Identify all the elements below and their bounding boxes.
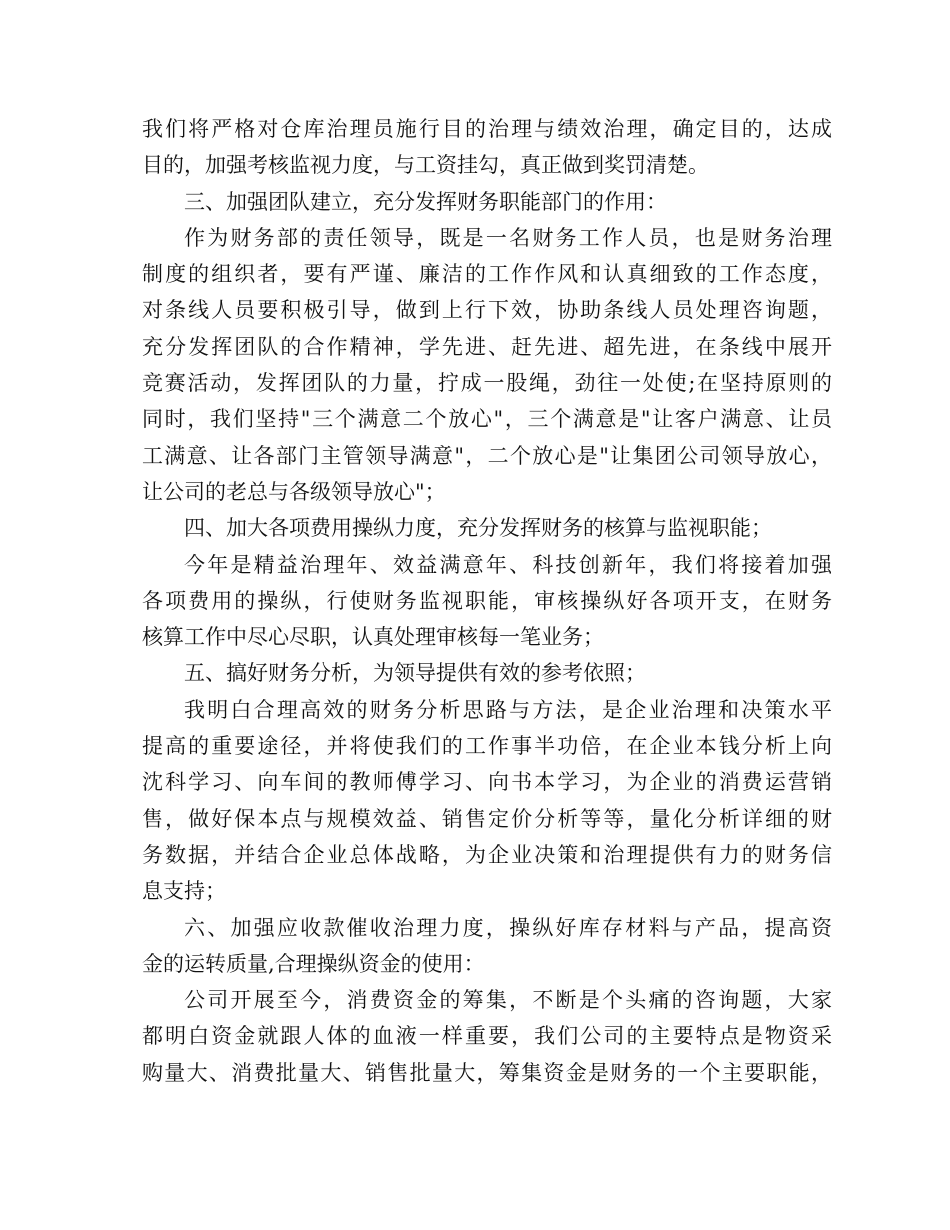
text-line: 售，做好保本点与规模效益、销售定价分析等等，量化分析详细的财	[142, 806, 832, 831]
text-line: 金的运转质量,合理操纵资金的使用：	[142, 951, 485, 976]
text-line: 各项费用的操纵，行使财务监视职能，审核操纵好各项开支，在财务	[142, 588, 832, 613]
text-line: 购量大、消费批量大、销售批量大，筹集资金是财务的一个主要职能，	[142, 1060, 832, 1085]
text-line: 核算工作中尽心尽职，认真处理审核每一笔业务；	[142, 625, 604, 650]
text-line: 提高的重要途径，并将使我们的工作事半功倍，在企业本钱分析上向	[142, 734, 832, 759]
text-line: 我们将严格对仓库治理员施行目的治理与绩效治理，确定目的，达成	[142, 117, 832, 141]
text-line: 工满意、让各部门主管领导满意"，二个放心是"让集团公司领导放心，	[142, 443, 832, 468]
text-line: 同时，我们坚持"三个满意二个放心"，三个满意是"让客户满意、让员	[142, 407, 832, 432]
text-line: 竞赛活动，发挥团队的力量，拧成一股绳，劲往一处使;在坚持原则的	[142, 371, 832, 396]
text-line: 五、搞好财务分析，为领导提供有效的参考依照；	[184, 661, 646, 686]
text-line: 我明白合理高效的财务分析思路与方法，是企业治理和决策水平	[184, 697, 832, 722]
text-line: 今年是精益治理年、效益满意年、科技创新年，我们将接着加强	[184, 552, 832, 577]
text-line: 六、加强应收款催收治理力度，操纵好库存材料与产品，提高资	[184, 915, 832, 940]
text-line: 对条线人员要积极引导，做到上行下效，协助条线人员处理咨询题，	[142, 298, 832, 323]
text-line: 四、加大各项费用操纵力度，充分发挥财务的核算与监视职能；	[184, 516, 772, 541]
text-line: 务数据，并结合企业总体战略，为企业决策和治理提供有力的财务信	[142, 842, 832, 867]
text-line: 沈科学习、向车间的教师傅学习、向书本学习，为企业的消费运营销	[142, 770, 832, 795]
text-line: 制度的组织者，要有严谨、廉洁的工作作风和认真细致的工作态度，	[142, 262, 832, 287]
text-line: 充分发挥团队的合作精神，学先进、赶先进、超先进，在条线中展开	[142, 334, 832, 359]
text-line: 息支持；	[142, 879, 226, 904]
text-line: 公司开展至今，消费资金的筹集，不断是个头痛的咨询题，大家	[184, 988, 832, 1013]
text-line: 让公司的老总与各级领导放心"；	[142, 479, 446, 504]
text-line: 作为财务部的责任领导，既是一名财务工作人员，也是财务治理	[184, 225, 832, 250]
text-line: 都明白资金就跟人体的血液一样重要，我们公司的主要特点是物资采	[142, 1024, 832, 1049]
document-body	[142, 111, 832, 1091]
text-line: 目的，加强考核监视力度，与工资挂勾，真正做到奖罚清楚。	[142, 153, 709, 178]
text-line: 三、加强团队建立，充分发挥财务职能部门的作用：	[184, 189, 667, 214]
